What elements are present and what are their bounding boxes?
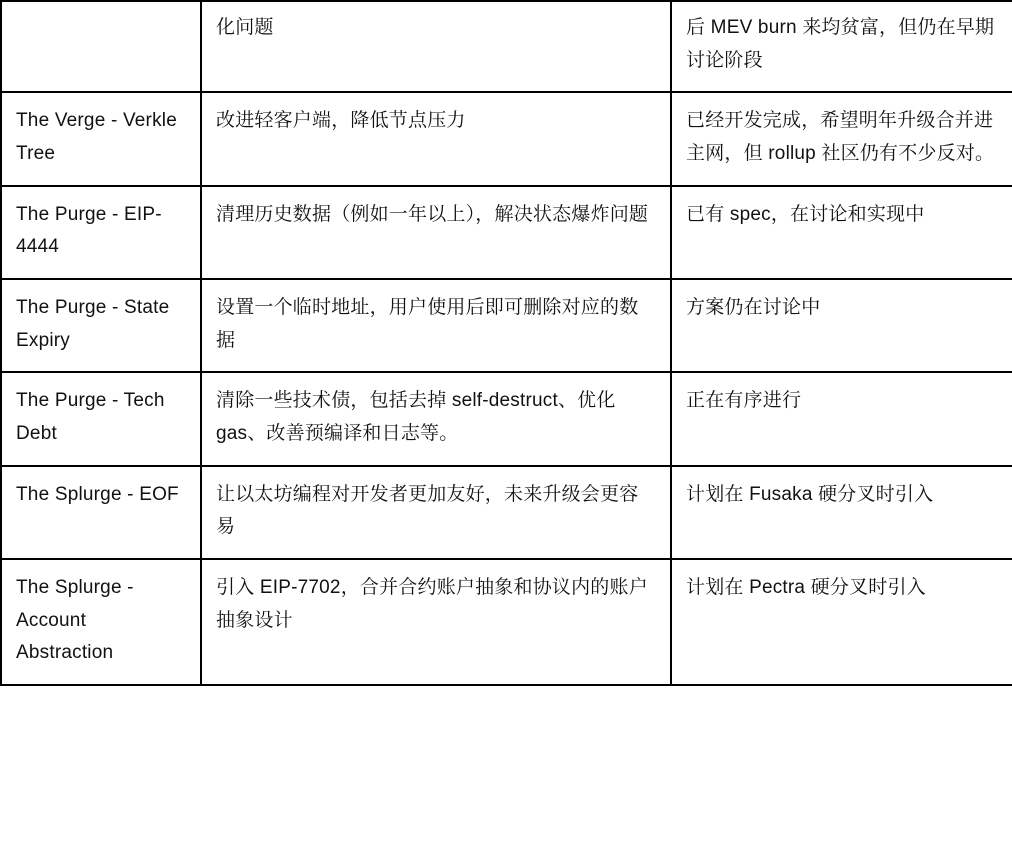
content-text: 设置一个临时地址，用户使用后即可删除对应的数据	[216, 297, 639, 351]
content-text: 让以太坊编程对开发者更加友好，未来升级会更容易	[216, 483, 639, 538]
table-cell-phase	[1, 279, 201, 372]
table-cell-content	[201, 279, 671, 372]
table-cell-content	[201, 372, 671, 465]
content-text: 化问题	[216, 17, 274, 38]
table-row	[1, 186, 1012, 279]
status-text: 正在有序进行	[686, 390, 802, 412]
status-text: 已有 spec，在讨论和实现中	[686, 203, 925, 225]
table-cell-status	[671, 559, 1012, 685]
table-cell-status	[671, 92, 1012, 185]
table-cell-status	[671, 279, 1012, 372]
phase-label: The Purge - EIP-4444	[16, 203, 162, 258]
table-row	[1, 466, 1012, 559]
content-text: 引入 EIP-7702，合并合约账户抽象和协议内的账户抽象设计	[216, 577, 648, 631]
table-cell-content	[201, 1, 671, 92]
phase-label: The Splurge - Account Abstraction	[16, 577, 139, 664]
content-text: 改进轻客户端，降低节点压力	[216, 110, 466, 132]
table-cell-content	[201, 92, 671, 185]
table-row	[1, 279, 1012, 372]
table-cell-phase	[1, 92, 201, 185]
table-cell-content	[201, 559, 671, 685]
roadmap-table-body	[1, 1, 1012, 685]
table-row	[1, 1, 1012, 92]
table-cell-phase	[1, 559, 201, 685]
status-text: 计划在 Pectra 硬分叉时引入	[686, 577, 926, 599]
table-cell-status	[671, 466, 1012, 559]
table-row	[1, 372, 1012, 465]
status-text: 计划在 Fusaka 硬分叉时引入	[686, 483, 934, 505]
status-text: 方案仍在讨论中	[686, 297, 821, 319]
table-cell-content	[201, 466, 671, 559]
table-row	[1, 92, 1012, 185]
table-cell-phase	[1, 466, 201, 559]
phase-label: The Purge - State Expiry	[16, 297, 175, 351]
table-cell-status	[671, 186, 1012, 279]
table-cell-status	[671, 372, 1012, 465]
table-cell-phase	[1, 186, 201, 279]
table-cell-status	[671, 1, 1012, 92]
status-text: 已经开发完成，希望明年升级合并进主网，但 rollup 社区仍有不少反对。	[686, 110, 995, 165]
table-cell-phase	[1, 1, 201, 92]
phase-label: The Verge - Verkle Tree	[16, 110, 183, 165]
phase-label: The Splurge - EOF	[16, 483, 179, 505]
phase-label: The Purge - Tech Debt	[16, 390, 171, 445]
table-cell-content	[201, 186, 671, 279]
content-text: 清除一些技术债，包括去掉 self-destruct、优化 gas、改善预编译和日志等。	[216, 390, 622, 445]
status-text: 后 MEV burn 来均贫富，但仍在早期讨论阶段	[686, 17, 995, 71]
table-cell-phase	[1, 372, 201, 465]
content-text: 清理历史数据（例如一年以上），解决状态爆炸问题	[216, 203, 649, 225]
table-row	[1, 559, 1012, 685]
